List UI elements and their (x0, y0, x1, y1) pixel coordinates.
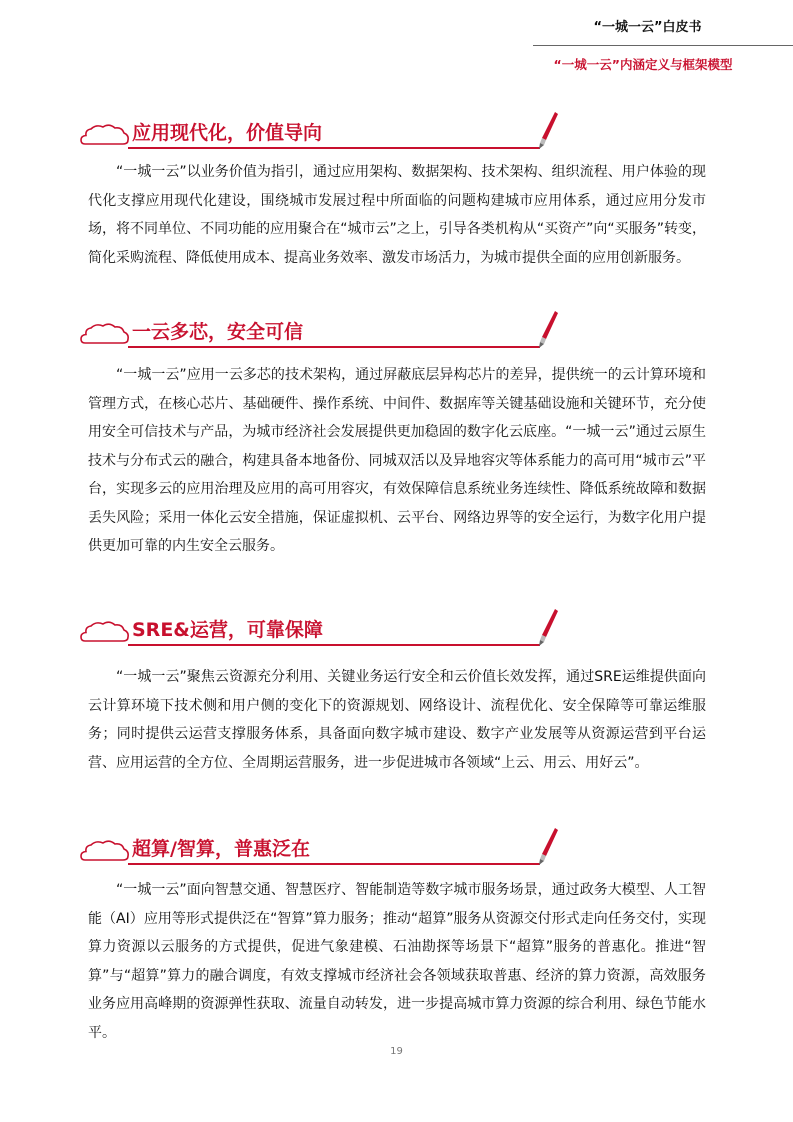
document-title: “一城一云”白皮书 (593, 20, 702, 35)
brush-pen-icon (535, 110, 559, 150)
brush-pen-icon (535, 309, 559, 349)
section-multi-chip-cloud (0, 315, 793, 554)
section-underline (128, 147, 540, 149)
chapter-title: “一城一云”内涵定义与框架模型 (553, 57, 733, 72)
section-title: 超算/智算，普惠泛在 (132, 838, 310, 860)
section-heading (0, 613, 793, 649)
page-number: 19 (390, 1046, 403, 1057)
section-underline (128, 863, 540, 865)
section-body: “一城一云”聚焦云资源充分利用、关键业务运行安全和云价值长效发挥，通过SRE运维提供面向云计算环境下技术侧和用户侧的变化下的资源规划、网络设计、流程优化、安全保障等可靠运维服务；同时提供云运营支撑服务体系，具备面向数字城市建设、数字产业发展等从资源运营到平台运营、应用运营的全方位、全周期运营服务，进一步促进城市各领域“上云、用云、用好云”。 (88, 669, 706, 771)
section-heading (0, 315, 793, 351)
cloud-outline-icon (80, 321, 130, 347)
section-body: “一城一云”以业务价值为指引，通过应用架构、数据架构、技术架构、组织流程、用户体验的现代化支撑应用现代化建设，围绕城市发展过程中所面临的问题构建城市应用体系，通过应用分发市场，将不同单位、不同功能的应用聚合在“城市云”之上，引导各类机构从“买资产”向“买服务”转变，简化采购流程、降低使用成本、提高业务效率、激发市场活力，为城市提供全面的应用创新服务。 (88, 164, 706, 266)
section-body: “一城一云”面向智慧交通、智慧医疗、智能制造等数字城市服务场景，通过政务大模型、人工智能（AI）应用等形式提供泛在“智算”算力服务；推动“超算”服务从资源交付形式走向任务交付，实现算力资源以云服务的方式提供，促进气象建模、石油勘探等场景下“超算”服务的普惠化。推进“智算”与“超算”算力的融合调度，有效支撑城市经济社会各领域获取普惠、经济的算力资源，高效服务业务应用高峰期的资源弹性获取、流量自动转发，进一步提高城市算力资源的综合利用、绿色节能水平。 (88, 882, 706, 1041)
section-title: 一云多芯，安全可信 (132, 321, 304, 343)
header-divider (533, 45, 793, 46)
cloud-outline-icon (80, 619, 130, 645)
cloud-outline-icon (80, 838, 130, 864)
cloud-outline-icon (80, 122, 130, 148)
section-title: SRE&运营，可靠保障 (132, 619, 323, 641)
section-sre-operations (0, 613, 793, 771)
section-heading (0, 832, 793, 868)
section-heading (0, 116, 793, 152)
section-app-modernization (0, 116, 793, 266)
brush-pen-icon (535, 826, 559, 866)
section-underline (128, 644, 540, 646)
brush-pen-icon (535, 607, 559, 647)
section-title: 应用现代化，价值导向 (132, 122, 323, 144)
section-super-intelligent-computing (0, 832, 793, 1041)
section-underline (128, 346, 540, 348)
section-body: “一城一云”应用一云多芯的技术架构，通过屏蔽底层异构芯片的差异，提供统一的云计算环境和管理方式，在核心芯片、基础硬件、操作系统、中间件、数据库等关键基础设施和关键环节，充分使用安全可信技术与产品，为城市经济社会发展提供更加稳固的数字化云底座。“一城一云”通过云原生技术与分布式云的融合，构建具备本地备份、同城双活以及异地容灾等体系能力的高可用“城市云”平台，实现多云的应用治理及应用的高可用容灾，有效保障信息系统业务连续性、降低系统故障和数据丢失风险；采用一体化云安全措施，保证虚拟机、云平台、网络边界等的安全运行，为数字化用户提供更加可靠的内生安全云服务。 (88, 367, 706, 554)
